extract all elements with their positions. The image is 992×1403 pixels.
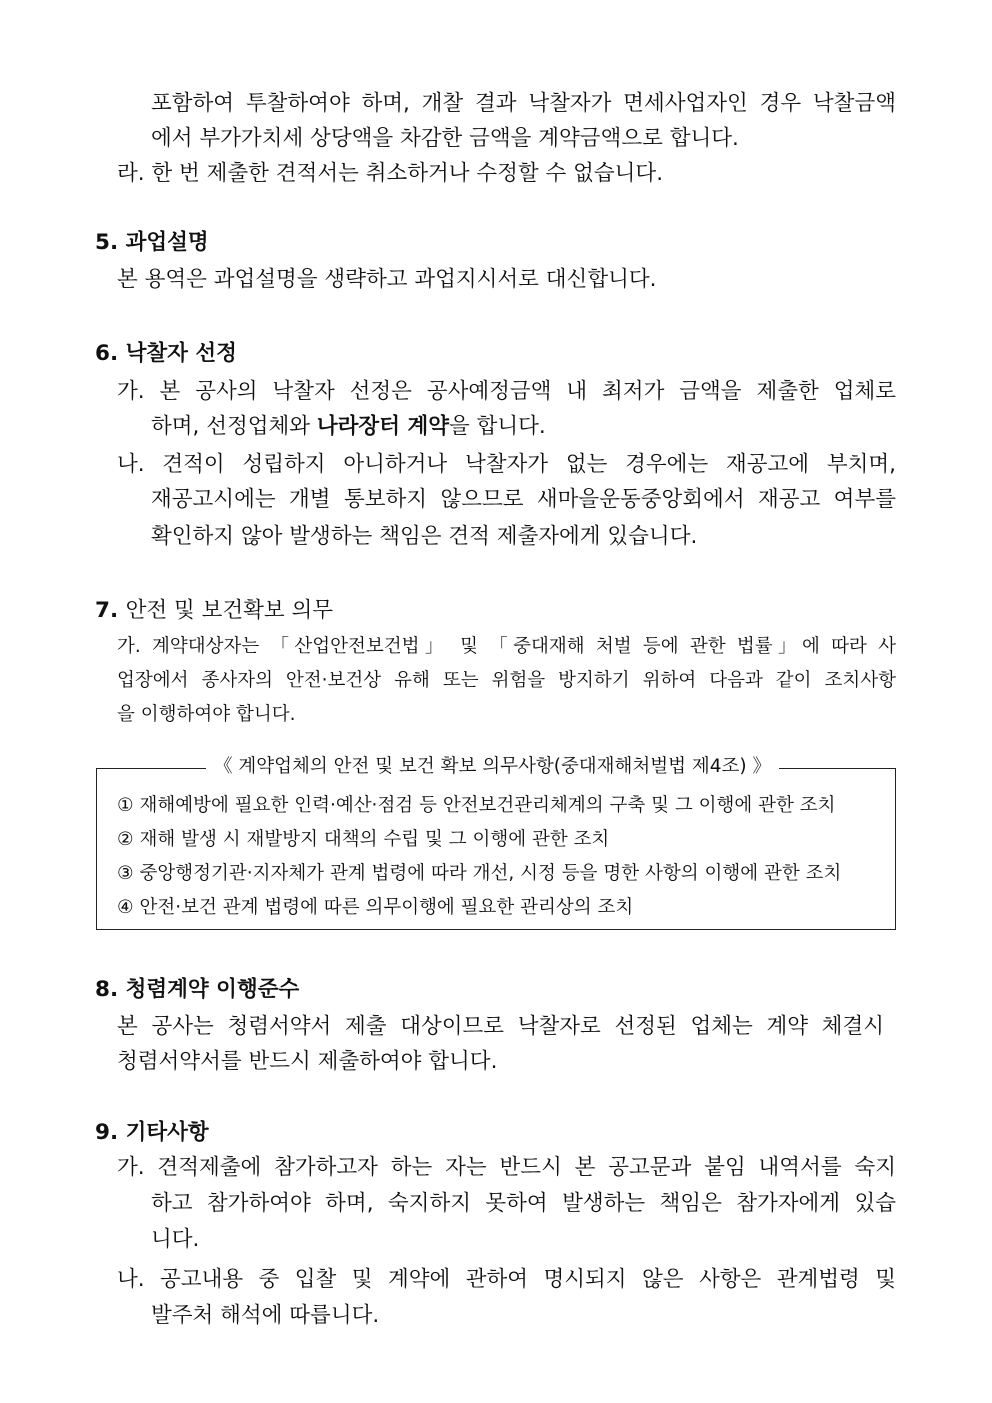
sec7-ga-line2: 업장에서 종사자의 안전·보건상 유해 또는 위험을 방지하기 위하여 다음과 같이 조치사항 bbox=[117, 670, 896, 691]
obligation-item-3: ③ 중앙행정기관·지자체가 관계 법령에 따라 개선, 시정 등을 명한 사항의 이행에 관한 조치 bbox=[117, 863, 842, 884]
sec7-heading-num: 7. bbox=[95, 598, 119, 623]
sec7-ga-line1: 가. 계약대상자는 「산업안전보건법」 및 「중대재해 처벌 등에 관한 법률」에 따라 사 bbox=[117, 636, 896, 657]
obligations-box-title: 《 계약업체의 안전 및 보건 확보 의무사항(중대재해처벌법 제4조) 》 bbox=[206, 752, 779, 782]
sec9-ga-line3: 니다. bbox=[151, 1227, 200, 1252]
obligation-item-2: ② 재해 발생 시 재발방지 대책의 수립 및 그 이행에 관한 조치 bbox=[117, 829, 610, 850]
sec6-ga-line2-post: 을 합니다. bbox=[449, 414, 546, 439]
sec6-ga-line2-pre: 하며, 선정업체와 bbox=[151, 414, 317, 439]
sec9-ga-line1: 가. 견적제출에 참가하고자 하는 자는 반드시 본 공고문과 붙임 내역서를 숙지 bbox=[117, 1155, 896, 1180]
sec5-heading: 5. 과업설명 bbox=[95, 230, 209, 255]
sec6-ga-line2-bold: 나라장터 계약 bbox=[316, 414, 449, 439]
sec6-ga-line1: 가. 본 공사의 낙찰자 선정은 공사예정금액 내 최저가 금액을 제출한 업체로 bbox=[117, 379, 896, 404]
sec6-na-line1: 나. 견적이 성립하지 아니하거나 낙찰자가 없는 경우에는 재공고에 부치며, bbox=[117, 452, 896, 477]
obligation-item-4: ④ 안전·보건 관계 법령에 따른 의무이행에 필요한 관리상의 조치 bbox=[117, 897, 634, 918]
sec9-heading: 9. 기타사항 bbox=[95, 1120, 209, 1145]
sec4-line1: 포함하여 투찰하여야 하며, 개찰 결과 낙찰자가 면세사업자인 경우 낙찰금액 bbox=[151, 91, 896, 116]
sec7-heading bbox=[95, 596, 333, 626]
sec6-na-line3: 확인하지 않아 발생하는 책임은 견적 제출자에게 있습니다. bbox=[151, 524, 698, 549]
sec4-line2: 에서 부가가치세 상당액을 차감한 금액을 계약금액으로 합니다. bbox=[151, 126, 739, 151]
sec9-na-line1: 나. 공고내용 중 입찰 및 계약에 관하여 명시되지 않은 사항은 관계법령 및 bbox=[117, 1267, 896, 1292]
obligation-item-1: ① 재해예방에 필요한 인력·예산·점검 등 안전보건관리체계의 구축 및 그 이행에 관한 조치 bbox=[117, 795, 836, 816]
sec7-ga-line3: 을 이행하여야 합니다. bbox=[117, 704, 296, 725]
sec4-item-ra: 라. 한 번 제출한 견적서는 취소하거나 수정할 수 없습니다. bbox=[117, 161, 664, 186]
sec8-line2: 청렴서약서를 반드시 제출하여야 합니다. bbox=[117, 1049, 498, 1074]
sec6-heading: 6. 낙찰자 선정 bbox=[95, 341, 237, 366]
sec6-ga-line2 bbox=[151, 412, 546, 442]
sec9-ga-line2: 하고 참가하여야 하며, 숙지하지 못하여 발생하는 책임은 참가자에게 있습 bbox=[151, 1191, 896, 1216]
sec9-na-line2: 발주처 해석에 따릅니다. bbox=[151, 1303, 380, 1328]
sec8-heading: 8. 청렴계약 이행준수 bbox=[95, 977, 300, 1002]
sec7-heading-text: 안전 및 보건확보 의무 bbox=[125, 598, 334, 623]
sec8-line1: 본 공사는 청렴서약서 제출 대상이므로 낙찰자로 선정된 업체는 계약 체결시 bbox=[117, 1014, 884, 1039]
sec6-na-line2: 재공고시에는 개별 통보하지 않으므로 새마을운동중앙회에서 재공고 여부를 bbox=[151, 487, 896, 512]
sec5-body: 본 용역은 과업설명을 생략하고 과업지시서로 대신합니다. bbox=[117, 267, 657, 292]
